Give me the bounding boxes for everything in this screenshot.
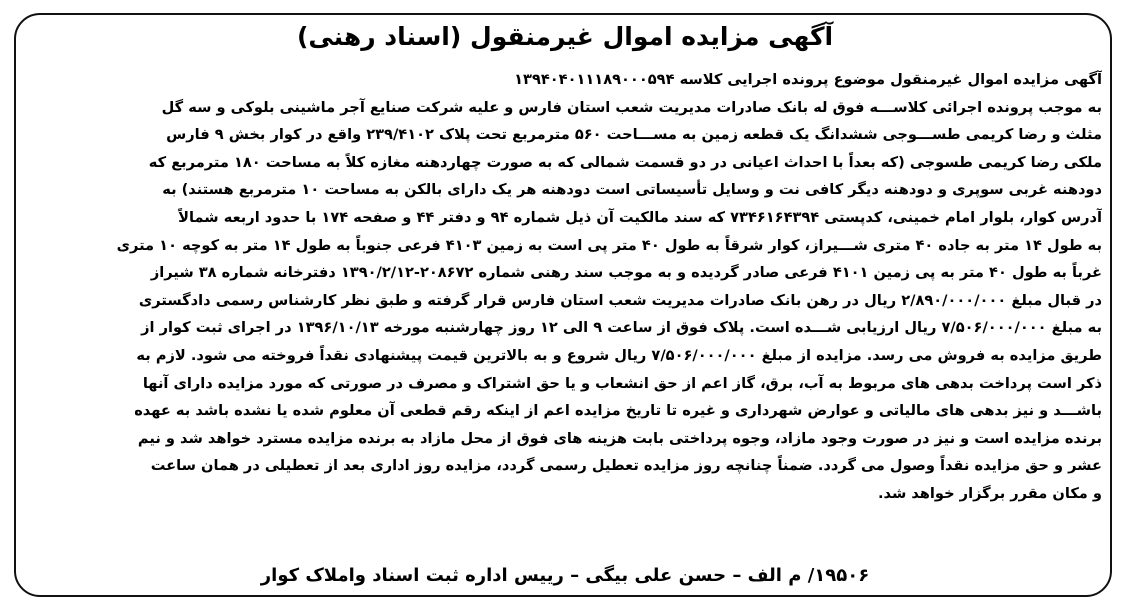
notice-title: آگهی مزایده اموال غیرمنقول (اسناد رهنی) — [296, 22, 834, 51]
notice-signature: ۱۹۵۰۶/ م الف – حسن علی بیگی – رییس اداره ثبت اسناد واملاک کوار — [260, 565, 870, 586]
notice-line: طریق مزایده به فروش می رسد. مزایده از مبلغ ۷/۵۰۶/۰۰۰/۰۰۰ ریال شروع و به بالاترین قیمت پیشنهادی نقداً فروخته می شود. لازم به — [136, 346, 1102, 364]
notice-line: دودهنه غربی سوپری و دودهنه دیگر کافی نت و وسایل تأسیساتی است دودهنه هر یک دارای بالکن به مساحت ۱۰ مترمربع هستند) به — [162, 181, 1102, 199]
notice-line: به مبلغ ۷/۵۰۶/۰۰۰/۰۰۰ ریال ارزیابی شـــده است. پلاک فوق از ساعت ۹ الی ۱۲ روز چهارشنبه مورخه ۱۳۹۶/۱۰/۱۳ در اجرای ثبت کوار از — [141, 319, 1102, 337]
notice-line: آگهی مزایده اموال غیرمنقول موضوع پرونده اجرایی کلاسه ۱۳۹۴۰۴۰۱۱۱۸۹۰۰۰۵۹۴ — [514, 71, 1102, 88]
notice-line: آدرس کوار، بلوار امام خمینی، کدپستی ۷۳۴۶۱۶۴۳۹۴ که سند مالکیت آن ذیل شماره ۹۴ و دفتر ۴۴ و صفحه ۱۷۴ با حدود اربعه شمالاً — [178, 208, 1102, 226]
notice-line: غرباً به طول ۴۰ متر به پی زمین ۴۱۰۱ فرعی صادر گردیده و به موجب سند رهنی شماره ۲۰۸۶۷۲-۱۳۹۰/۲/۱۲ دفترخانه شماره ۳۸ شیراز — [150, 264, 1102, 282]
notice-line: باشـــد و نیز بدهی های مالیاتی و عوارض شهرداری و غیره تا تاریخ مزایده اعم از اینکه رقم قطعی آن معلوم شده یا نشده باشد به عهده — [134, 402, 1102, 420]
notice-line: ملکی رضا کریمی طسوجی (که بعداً با احداث اعیانی در دو قسمت شمالی که به صورت چهاردهنه مغازه کلاً به مساحت ۱۸۰ مترمربع که — [148, 153, 1102, 171]
notice-line: در قبال مبلغ ۲/۸۹۰/۰۰۰/۰۰۰ ریال در رهن بانک صادرات مدیریت شعب استان فارس قرار گرفته و طبق نظر کارشناس رسمی دادگستری — [138, 291, 1102, 309]
notice-body — [28, 66, 1102, 508]
notice-line: عشر و حق مزایده نقداً وصول می گردد. ضمناً چنانچه روز مزایده تعطیل رسمی گردد، مزایده روز اداری بعد از تعطیلی در همان ساعت — [150, 457, 1102, 475]
notice-line: مثلث و رضا کریمی طســـوجی ششدانگ یک قطعه زمین به مســـاحت ۵۶۰ مترمربع تحت پلاک ۲۳۹/۴۱۰۲ واقع در کوار بخش ۹ فارس — [166, 126, 1102, 144]
notice-line: به موجب پرونده اجرائی کلاســـه فوق له بانک صادرات مدیریت شعب استان فارس و علیه شرکت صنایع آجر ماشینی بلوکی و سه گل — [161, 98, 1102, 116]
notice-line: به طول ۱۴ متر به جاده ۴۰ متری شـــیراز، کوار شرقاً به طول ۴۰ متر پی است به زمین ۴۱۰۳ فرعی جنوباً به طول ۱۴ متر به کوچه ۱۰ متری — [116, 236, 1102, 254]
notice-line: و مکان مقرر برگزار خواهد شد. — [877, 484, 1102, 502]
notice-line: برنده مزایده است و نیز در صورت وجود مازاد، وجوه پرداختی بابت هزینه های فوق از محل مازاد به برنده مزایده مسترد خواهد شد و نیم — [137, 429, 1102, 447]
notice-line: ذکر است پرداخت بدهی های مربوط به آب، برق، گاز اعم از حق انشعاب و یا حق اشتراک و مصرف در صورتی که مورد مزایده دارای آنها — [142, 374, 1102, 392]
